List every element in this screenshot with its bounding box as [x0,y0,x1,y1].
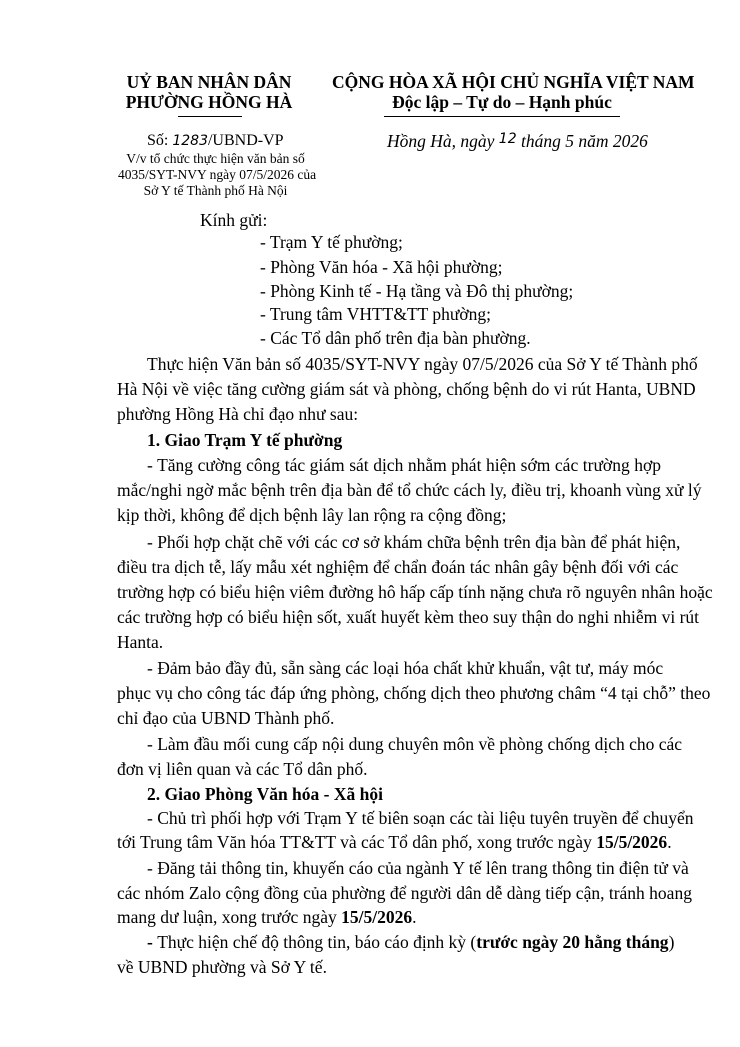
org-name-line2: PHƯỜNG HỒNG HÀ [125,92,293,112]
date-place [387,131,648,152]
s1-p2-line: - Phối hợp chặt chẽ với các cơ sở khám chữa bệnh trên địa bàn để phát hiện, [147,532,681,552]
s1-p3-line: - Đảm bảo đầy đủ, sẵn sàng các loại hóa chất khử khuẩn, vật tư, máy móc [147,658,664,678]
recipients-heading: Kính gửi: [200,210,268,230]
subject-line-1: V/v tổ chức thực hiện văn bản số [126,151,305,166]
s2-p3-dash: - [147,932,158,952]
s2-p2-end: . [412,907,417,927]
s1-p1-line: kịp thời, không để dịch bệnh lây lan rộng ra cộng đồng; [117,505,507,525]
s2-p3-line: về UBND phường và Sở Y tế. [117,957,327,977]
doc-number [147,132,284,150]
nation-motto: Độc lập – Tự do – Hạnh phúc [392,92,612,112]
s2-p3-text: Thực hiện chế độ thông tin, báo cáo định kỳ ( [157,932,477,952]
s2-p1-text: tới Trung tâm Văn hóa TT&TT và các Tổ dân phố, xong trước ngày [117,832,597,852]
recipient-item: - Trạm Y tế phường; [260,232,403,252]
doc-number-suffix: /UBND-VP [207,132,284,149]
s2-p1-line [117,832,672,853]
intro-line: Thực hiện Văn bản số 4035/SYT-NVY ngày 07/5/2026 của Sở Y tế Thành phố [147,354,698,374]
s2-p2-line: - Đăng tải thông tin, khuyến cáo của ngành Y tế lên trang thông tin điện tử và [147,858,689,878]
s1-p4-line: - Làm đầu mối cung cấp nội dung chuyên môn về phòng chống dịch cho các [147,734,683,754]
deadline-date: 15/5/2026 [341,907,413,927]
nation-title: CỘNG HÒA XÃ HỘI CHỦ NGHĨA VIỆT NAM [332,72,695,92]
date-place-text: Hồng Hà, ngày [387,131,499,151]
org-name-line1: UỶ BAN NHÂN DÂN [126,72,292,92]
section-1-title: 1. Giao Trạm Y tế phường [147,430,343,450]
report-deadline: trước ngày 20 hằng tháng [476,932,669,952]
subject-line-2: 4035/SYT-NVY ngày 07/5/2026 của [118,167,317,182]
s1-p3-line: chỉ đạo của UBND Thành phố. [117,708,335,728]
s1-p2-line: trường hợp có biểu hiện viêm đường hô hấp cấp tính nặng chưa rõ nguyên nhân hoặc [117,582,713,602]
date-rest: tháng 5 năm 2026 [516,131,648,151]
s1-p1-line: - Tăng cường công tác giám sát dịch nhằm phát hiện sớm các trường hợp [147,455,661,475]
intro-line: phường Hồng Hà chỉ đạo như sau: [117,404,359,424]
s2-p3-end: ) [668,932,675,952]
recipient-item: - Phòng Kinh tế - Hạ tầng và Đô thị phường; [260,281,574,301]
s2-p2-line: các nhóm Zalo cộng đồng của phường để người dân dễ dàng tiếp cận, tránh hoang [117,883,692,903]
deadline-date: 15/5/2026 [596,832,668,852]
doc-number-value: 1283 [172,133,208,149]
s2-p1-end: . [667,832,672,852]
s2-p3-line [147,932,691,953]
intro-line: Hà Nội về việc tăng cường giám sát và phòng, chống bệnh do vi rút Hanta, UBND [117,379,696,399]
recipient-item: - Các Tổ dân phố trên địa bàn phường. [260,328,531,348]
s1-p1-line: mắc/nghi ngờ mắc bệnh trên địa bàn để tổ chức cách ly, điều trị, khoanh vùng xử lý [117,480,702,500]
s1-p2-line: các trường hợp có biểu hiện sốt, xuất huyết kèm theo suy thận do nghi nhiễm vi rút [117,607,700,627]
s1-p2-line: Hanta. [117,632,164,652]
org-underline [178,116,242,117]
recipient-item: - Phòng Văn hóa - Xã hội phường; [260,257,503,277]
section-2-title: 2. Giao Phòng Văn hóa - Xã hội [147,784,383,804]
s1-p4-line: đơn vị liên quan và các Tổ dân phố. [117,759,368,779]
motto-underline [384,116,620,117]
s2-p2-line [117,907,661,928]
s1-p2-line: điều tra dịch tễ, lấy mẫu xét nghiệm để chẩn đoán tác nhân gây bệnh đối với các [117,557,679,577]
doc-number-prefix: Số: [147,132,173,149]
subject-line-3: Sở Y tế Thành phố Hà Nội [143,183,288,198]
s1-p3-line: phục vụ cho công tác đáp ứng phòng, chống dịch theo phương châm “4 tại chỗ” theo [117,683,711,703]
date-day: 12 [498,131,517,147]
s2-p2-text: mang dư luận, xong trước ngày [117,907,342,927]
s2-p1-line: - Chủ trì phối hợp với Trạm Y tế biên soạn các tài liệu tuyên truyền để chuyển [147,808,694,828]
recipient-item: - Trung tâm VHTT&TT phường; [260,304,492,324]
